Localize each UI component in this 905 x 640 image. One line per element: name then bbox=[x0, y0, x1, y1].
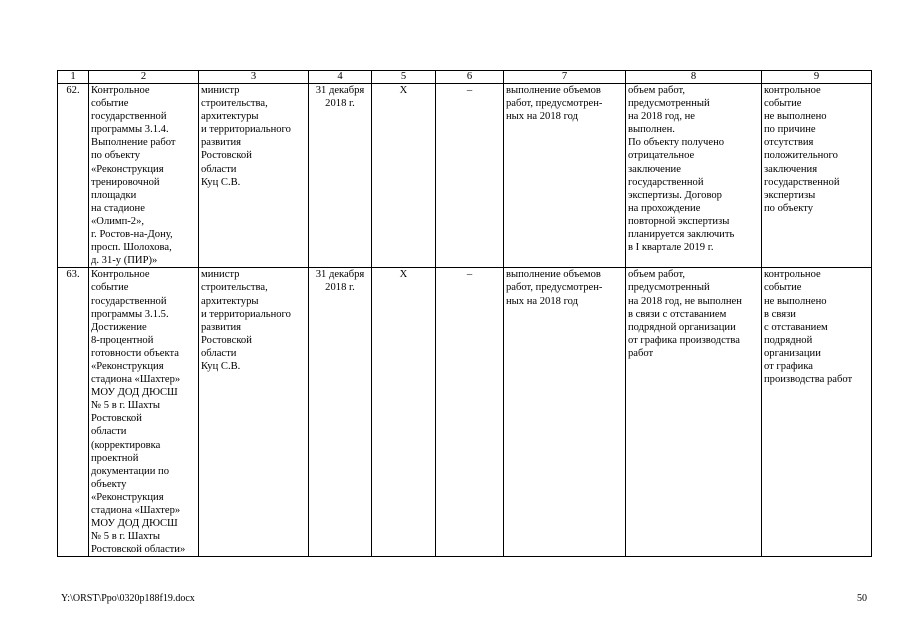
page-number: 50 bbox=[857, 593, 867, 604]
col8-cell: объем работ, предусмотренный на 2018 год, не выполнен в связи с отставанием подрядной организации от графика производства работ bbox=[626, 268, 762, 557]
responsible-cell: министр строительства, архитектуры и территориального развития Ростовской области Куц С.В. bbox=[199, 268, 309, 557]
col7-cell: выполнение объемов работ, предусмотрен- ных на 2018 год bbox=[504, 268, 626, 557]
responsible-cell: министр строительства, архитектуры и территориального развития Ростовской области Куц С.В. bbox=[199, 84, 309, 268]
report-table bbox=[57, 70, 872, 557]
col9-cell: контрольное событие не выполнено по причине отсутствия положительного заключения государственной экспертизы по объекту bbox=[762, 84, 872, 268]
table-header-row bbox=[58, 71, 872, 84]
table-row bbox=[58, 84, 872, 268]
header-cell: 8 bbox=[626, 71, 762, 84]
table-row bbox=[58, 268, 872, 557]
header-cell: 1 bbox=[58, 71, 89, 84]
col6-cell: – bbox=[436, 268, 504, 557]
document-path: Y:\ORST\Ppo\0320p188f19.docx bbox=[61, 593, 195, 604]
col9-cell: контрольное событие не выполнено в связи с отставанием подрядной организации от графика производства работ bbox=[762, 268, 872, 557]
header-cell: 6 bbox=[436, 71, 504, 84]
date-cell: 31 декабря 2018 г. bbox=[309, 268, 372, 557]
header-cell: 5 bbox=[372, 71, 436, 84]
header-cell: 9 bbox=[762, 71, 872, 84]
col6-cell: – bbox=[436, 84, 504, 268]
event-cell: Контрольное событие государственной программы 3.1.4. Выполнение работ по объекту «Реконструкция тренировочной площадки на стадионе «Олимп-2», г. Ростов-на-Дону, просп. Шолохова, д. 31-у (ПИР)» bbox=[89, 84, 199, 268]
header-cell: 7 bbox=[504, 71, 626, 84]
col7-cell: выполнение объемов работ, предусмотрен- ных на 2018 год bbox=[504, 84, 626, 268]
header-cell: 3 bbox=[199, 71, 309, 84]
row-number: 63. bbox=[58, 268, 89, 557]
col5-cell: Х bbox=[372, 84, 436, 268]
row-number: 62. bbox=[58, 84, 89, 268]
header-cell: 4 bbox=[309, 71, 372, 84]
col8-cell: объем работ, предусмотренный на 2018 год, не выполнен. По объекту получено отрицательное заключение государственной экспертизы. Договор на прохождение повторной экспертизы планируется заключить в I квартале 2019 г. bbox=[626, 84, 762, 268]
col5-cell: Х bbox=[372, 268, 436, 557]
date-cell: 31 декабря 2018 г. bbox=[309, 84, 372, 268]
event-cell: Контрольное событие государственной программы 3.1.5. Достижение 8-процентной готовности объекта «Реконструкция стадиона «Шахтер» МОУ ДОД ДЮСШ № 5 в г. Шахты Ростовской области (корректировка проектной документации по объекту «Реконструкция стадиона «Шахтер» МОУ ДОД ДЮСШ № 5 в г. Шахты Ростовской области» bbox=[89, 268, 199, 557]
header-cell: 2 bbox=[89, 71, 199, 84]
